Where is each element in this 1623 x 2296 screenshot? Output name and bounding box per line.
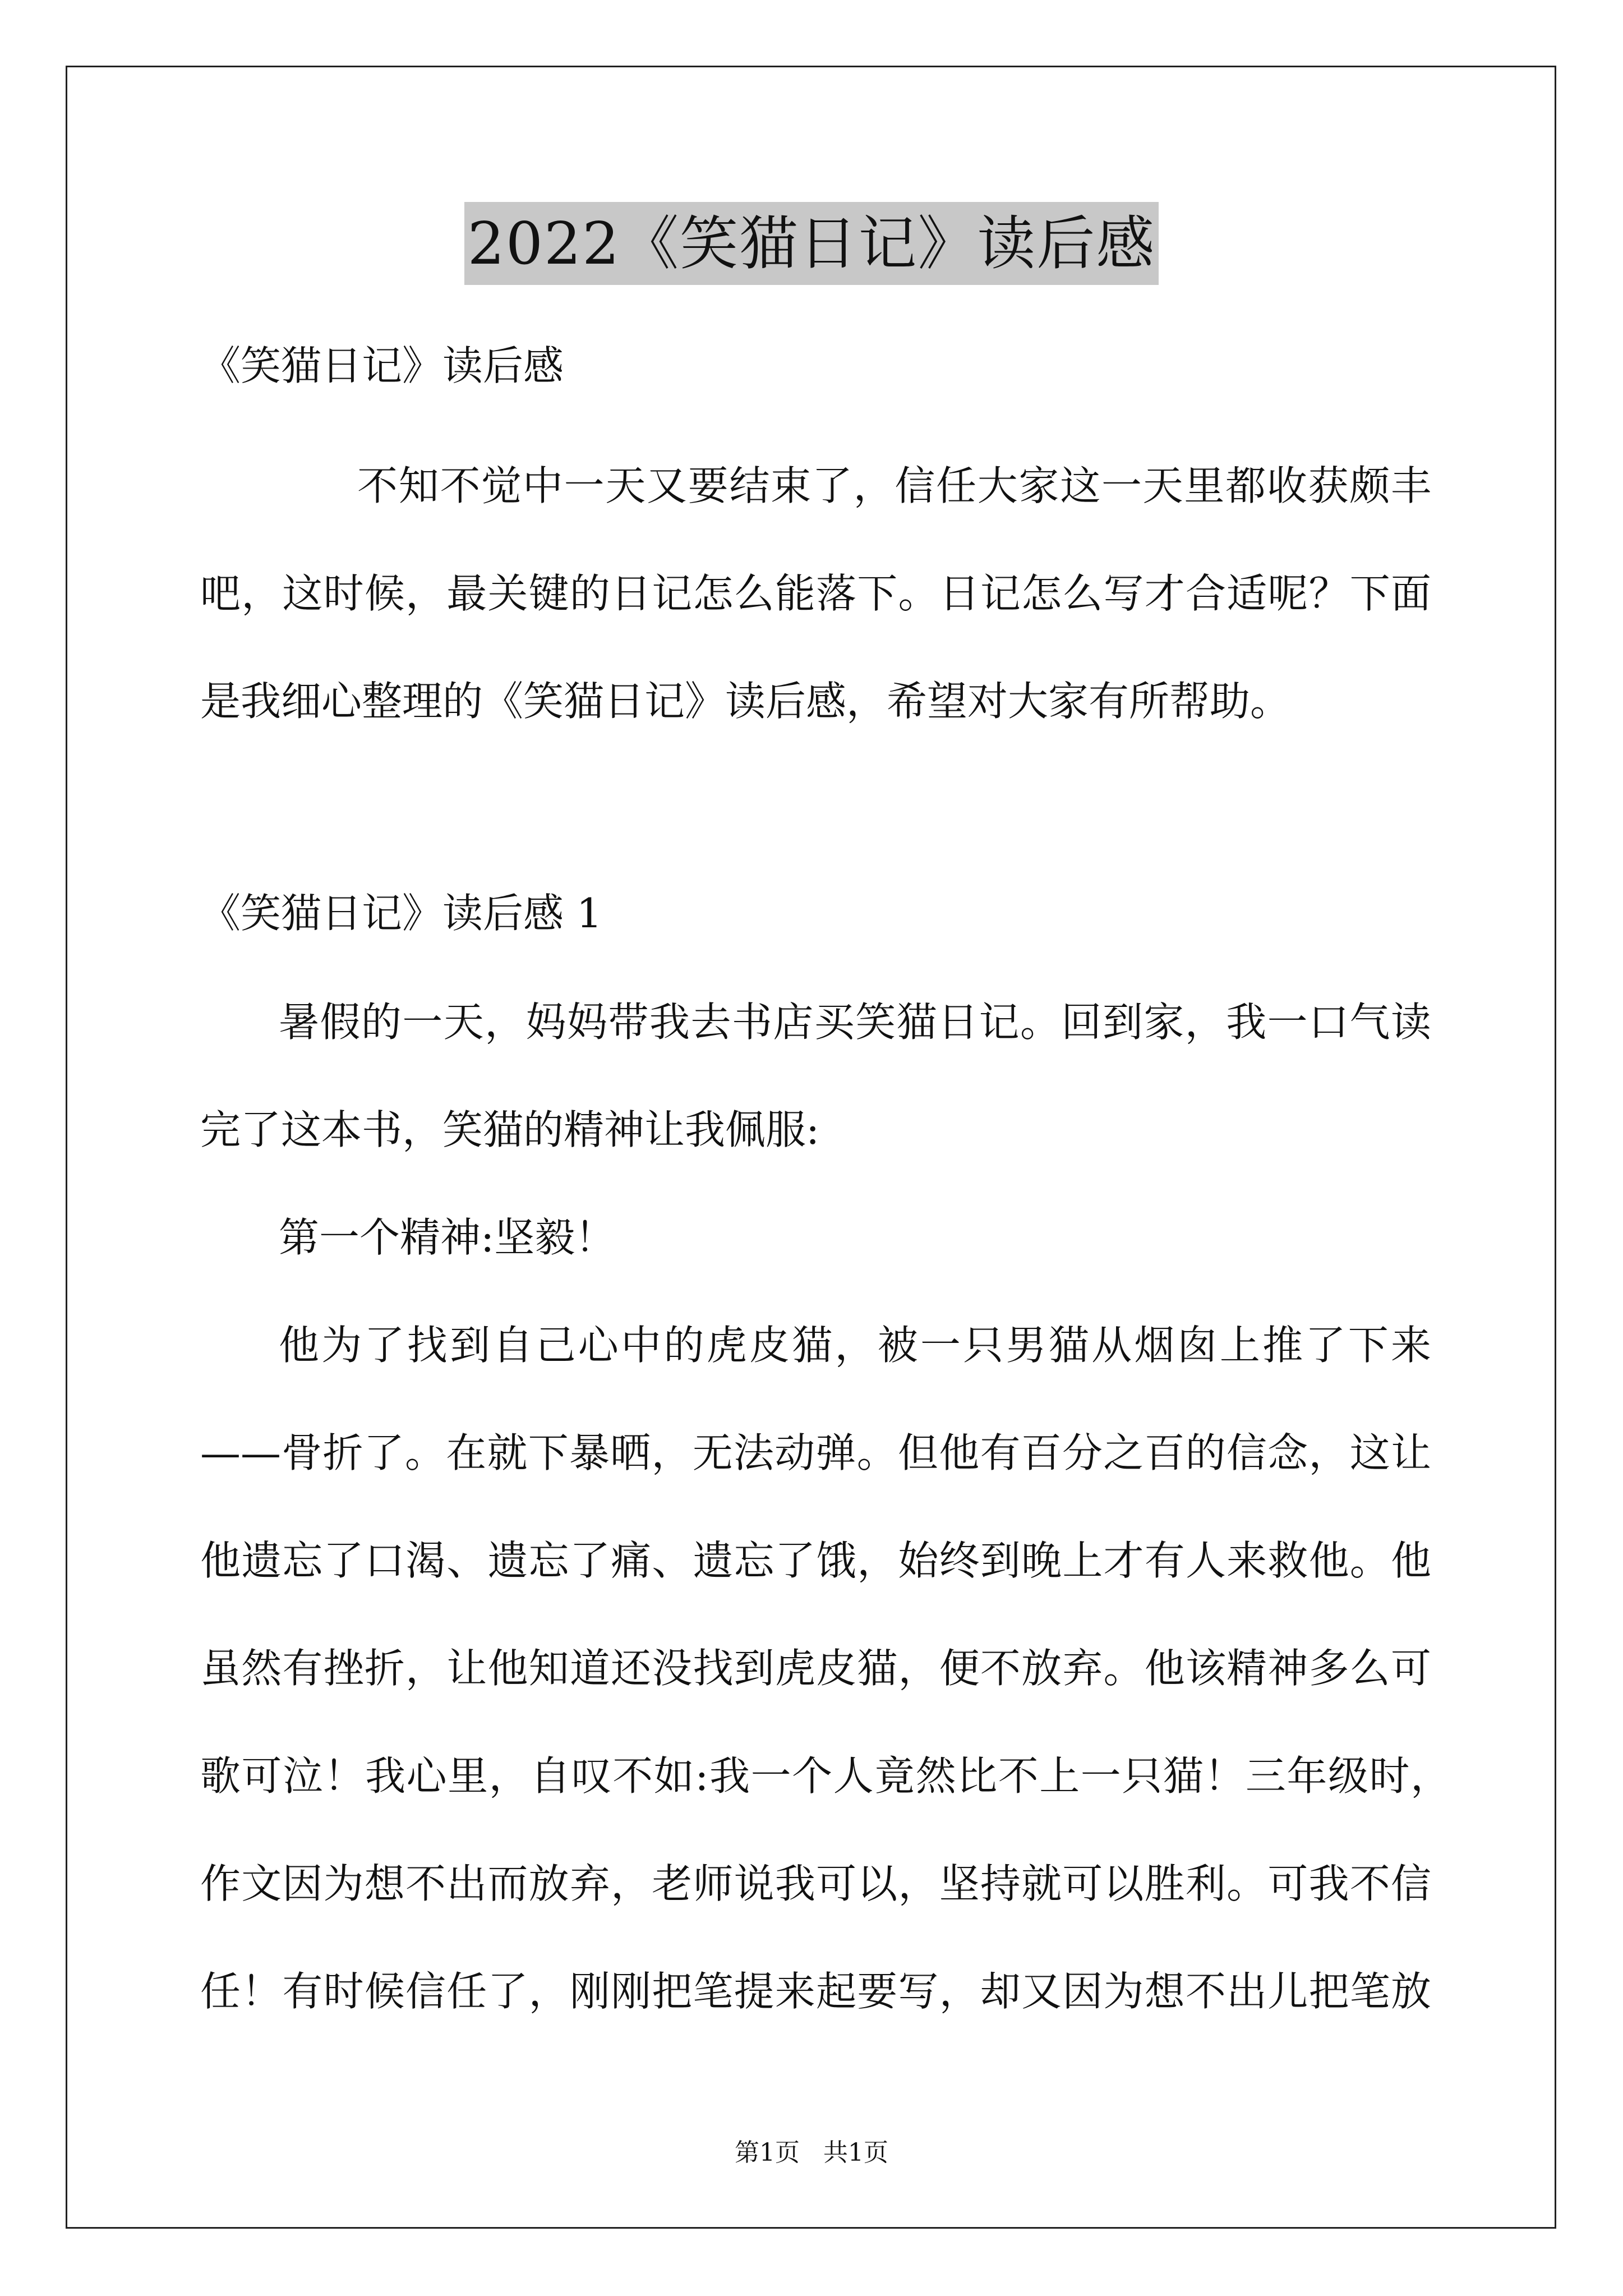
section-line-4: 他为了找到自己心中的虎皮猫，被一只男猫从烟囱上推了下来 [279, 1322, 1431, 1369]
intro-line-2: 吧，这时候，最关键的日记怎么能落下。日记怎么写才合适呢？下面 [200, 570, 1431, 617]
document-title: 2022《笑猫日记》读后感 [464, 202, 1159, 285]
document-subtitle: 《笑猫日记》读后感 [200, 342, 564, 389]
section-line-2: 完了这本书，笑猫的精神让我佩服: [200, 1106, 820, 1153]
intro-line-3: 是我细心整理的《笑猫日记》读后感，希望对大家有所帮助。 [200, 678, 1291, 725]
section-line-5: ——骨折了。在就下暴晒，无法动弹。但他有百分之百的信念，这让 [200, 1429, 1431, 1476]
section-line-1: 暑假的一天，妈妈带我去书店买笑猫日记。回到家，我一口气读 [279, 999, 1431, 1046]
section-heading: 《笑猫日记》读后感 1 [200, 890, 602, 937]
page-footer: 第1页 共1页 [735, 2138, 888, 2167]
section-line-10: 任！有时候信任了，刚刚把笔提来起要写，却又因为想不出儿把笔放 [200, 1968, 1431, 2015]
section-line-9: 作文因为想不出而放弃，老师说我可以，坚持就可以胜利。可我不信 [200, 1860, 1431, 1907]
section-line-8: 歌可泣！我心里，自叹不如:我一个人竟然比不上一只猫！三年级时， [200, 1752, 1451, 1800]
section-line-7: 虽然有挫折，让他知道还没找到虎皮猫，便不放弃。他该精神多么可 [200, 1645, 1431, 1692]
section-line-3: 第一个精神:坚毅！ [279, 1214, 616, 1261]
title-wrap [0, 202, 1623, 285]
section-line-6: 他遗忘了口渴、遗忘了痛、遗忘了饿，始终到晚上才有人来救他。他 [200, 1537, 1431, 1584]
intro-line-1: 不知不觉中一天又要结束了，信任大家这一天里都收获颇丰 [357, 462, 1431, 509]
